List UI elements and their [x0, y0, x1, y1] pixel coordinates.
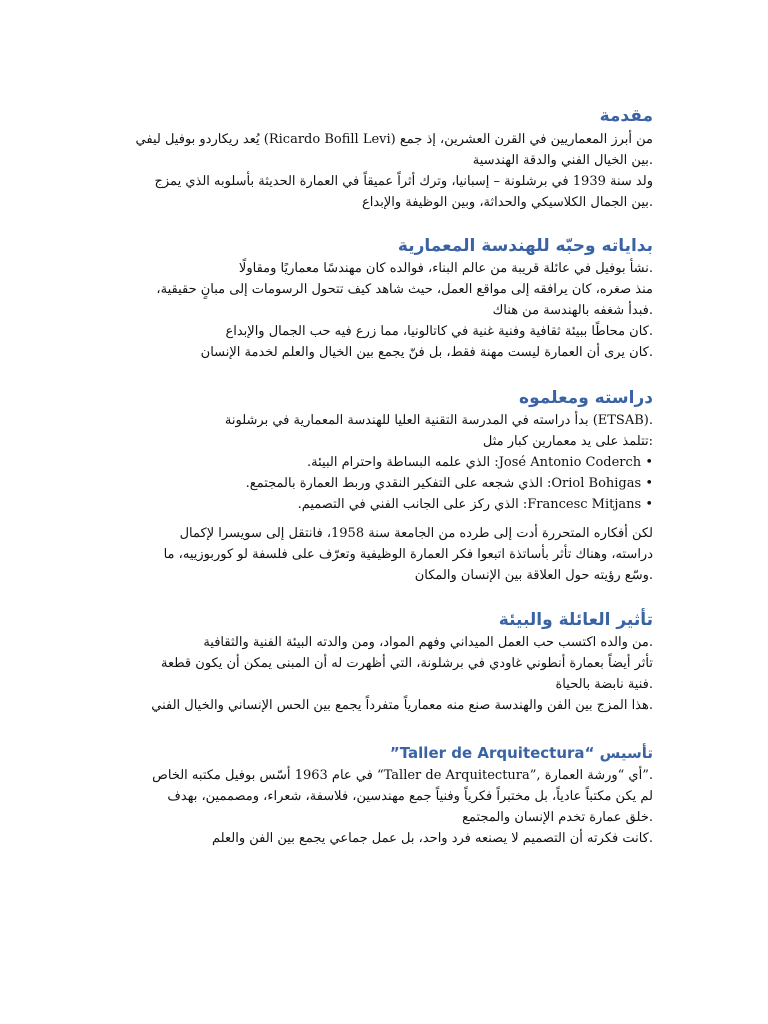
text-line: منذ صغره، كان يرافقه إلى مواقع العمل، حيث شاهد كيف تتحول الرسومات إلى مبانٍ حقيقية،	[156, 282, 653, 297]
text-line: .هذا المزج بين الفن والهندسة صنع منه معمارياً متفرداً يجمع بين الحس الإنساني والخيال الفني	[151, 698, 653, 713]
text-line: .فبدأ شغفه بالهندسة من هناك	[492, 303, 653, 318]
text-line: .فنية نابضة بالحياة	[555, 677, 653, 692]
teacher-list-item: • José Antonio Coderch: الذي علمه البساطة واحترام البيئة.	[307, 455, 653, 470]
section-family-influence	[112, 608, 653, 716]
text-line: دراسته، وهناك تأثر بأساتذة اتبعوا فكر العمارة الوظيفية وتعرّف على فلسفة لو كوربوزييه، ما	[163, 547, 653, 562]
text-line: .خلق عمارة تخدم الإنسان والمجتمع	[462, 810, 653, 825]
text-line: لم يكن مكتباً عادياً، بل مختبراً فكرياً وفنياً جمع مهندسين، فلاسفة، شعراء، ومصممين، بهدف	[167, 789, 653, 804]
text-line: .كان محاطًا ببيئة ثقافية وفنية غنية في كاتالونيا، مما زرع فيه حب الجمال والإبداع	[225, 324, 653, 339]
text-line: .بين الخيال الفني والدقة الهندسية	[472, 153, 653, 168]
section-beginnings	[112, 234, 653, 363]
section-heading: مقدمة	[599, 106, 653, 126]
section-heading: تأسيس “Taller de Arquitectura”	[389, 744, 653, 762]
text-line: .”أي “ورشة العمارة ,”Taller de Arquitectura“ في عام 1963 أسّس بوفيل مكتبه الخاص	[152, 768, 653, 783]
teacher-list-item: • Francesc Mitjans: الذي ركز على الجانب الفني في التصميم.	[297, 497, 653, 512]
text-line: من أبرز المعماريين في القرن العشرين، إذ جمع (Ricardo Bofill Levi) يُعد ريكاردو بوفيل ليفي	[135, 132, 653, 147]
section-introduction	[112, 104, 653, 213]
section-heading: بداياته وحبّه للهندسة المعمارية	[397, 236, 653, 256]
section-heading: دراسته ومعلموه	[519, 388, 653, 408]
text-line: .(ETSAB) بدأ دراسته في المدرسة التقنية العليا للهندسة المعمارية في برشلونة	[224, 413, 653, 428]
text-line: .وسّع رؤيته حول العلاقة بين الإنسان والمكان	[414, 568, 653, 583]
text-line: :تتلمذ على يد معمارين كبار مثل	[482, 434, 653, 449]
text-line: .بين الجمال الكلاسيكي والحداثة، وبين الوظيفة والإبداع	[362, 195, 653, 210]
text-line: ولد سنة 1939 في برشلونة – إسبانيا، وترك أثراً عميقاً في العمارة الحديثة بأسلوبه الذي يمزج	[154, 174, 653, 189]
section-heading: تأثير العائلة والبيئة	[498, 610, 653, 630]
section-taller-de-arquitectura	[112, 741, 653, 849]
text-line: .كان يرى أن العمارة ليست مهنة فقط، بل فنّ يجمع بين الخيال والعلم لخدمة الإنسان	[200, 345, 653, 360]
text-line: لكن أفكاره المتحررة أدت إلى طرده من الجامعة سنة 1958، فانتقل إلى سويسرا لإكمال	[179, 526, 653, 541]
text-line: تأثر أيضاً بعمارة أنطوني غاودي في برشلونة، التي أظهرت له أن المبنى يمكن أن يكون قطعة	[161, 656, 653, 671]
text-line: .نشأ بوفيل في عائلة قريبة من عالم البناء، فوالده كان مهندسًا معماريًا ومقاولًا	[238, 261, 653, 276]
section-studies	[112, 386, 653, 586]
teacher-list-item: • Oriol Bohigas: الذي شجعه على التفكير النقدي وربط العمارة بالمجتمع.	[245, 476, 653, 491]
text-line: .كانت فكرته أن التصميم لا يصنعه فرد واحد، بل عمل جماعي يجمع بين الفن والعلم	[212, 831, 653, 846]
text-line: .من والده اكتسب حب العمل الميداني وفهم المواد، ومن والدته البيئة الفنية والثقافية	[203, 635, 653, 650]
